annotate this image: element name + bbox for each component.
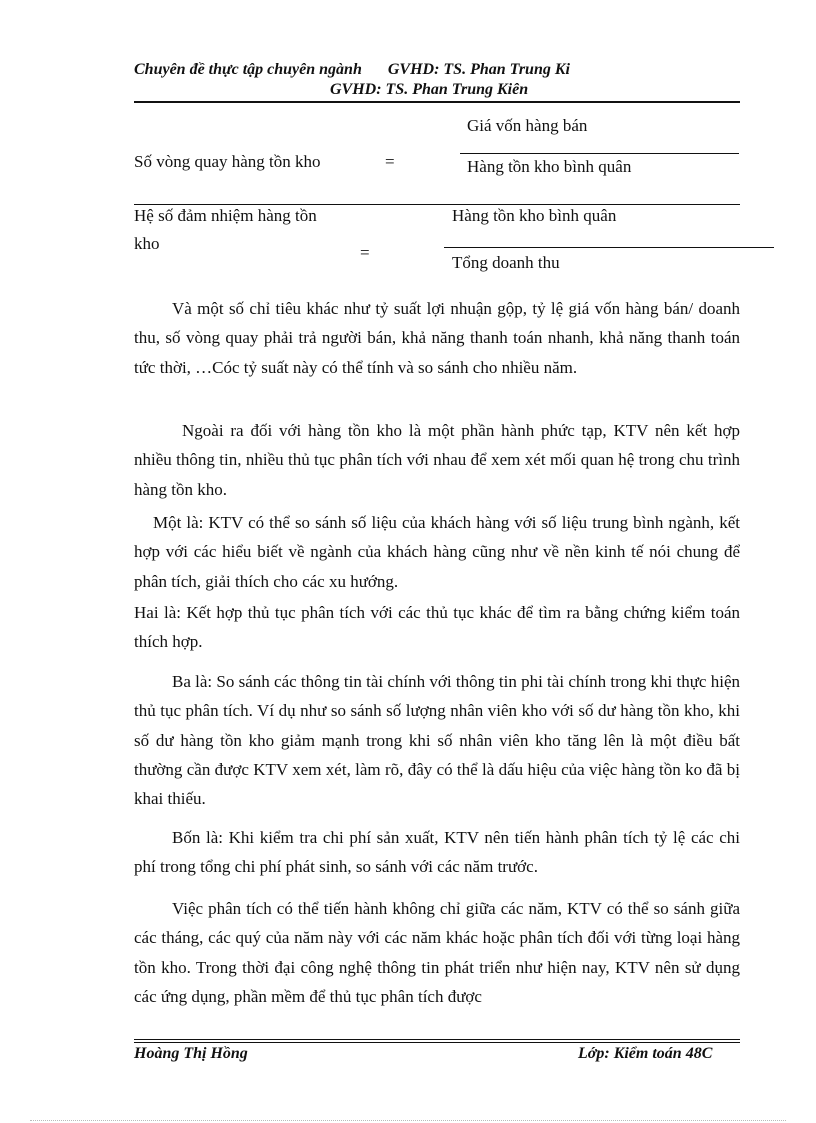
footer-class: Lớp: Kiểm toán 48C: [578, 1045, 713, 1062]
formula-label-line-1: Hệ số đảm nhiệm hàng tồn: [134, 206, 317, 225]
formula-numerator: Hàng tồn kho bình quân: [452, 206, 617, 225]
paragraph-6: Bốn là: Khi kiểm tra chi phí sản xuất, KTV nên tiến hành phân tích tỷ lệ các chi phí trong tổng chi phí phát sinh, so sánh với các năm trước.: [134, 828, 740, 877]
header-line-1: [134, 60, 740, 80]
formula-label: Số vòng quay hàng tồn kho: [134, 152, 321, 171]
header-rule: [134, 101, 740, 103]
equals-sign: =: [360, 243, 370, 262]
formula-label-line-2: kho: [134, 234, 160, 253]
formula-separator: [134, 204, 740, 205]
paragraph-4: Hai là: Kết hợp thủ tục phân tích với các thủ tục khác để tìm ra bằng chứng kiểm toán thích hợp.: [134, 603, 740, 652]
header-line-2: GVHD: TS. Phan Trung Kiên: [330, 81, 529, 98]
paragraph-3: Một là: KTV có thể so sánh số liệu của khách hàng với số liệu trung bình ngành, kết hợp với các hiểu biết về ngành của khách hàng cũng như về nền kinh tế nói chung để phân tích, giải thích cho các xu hướng.: [134, 513, 740, 591]
fraction-line: [460, 153, 739, 154]
formula-denominator: Tổng doanh thu: [452, 253, 560, 272]
footer-rule: [134, 1039, 740, 1040]
page-header: [134, 60, 740, 100]
paragraph-2: Ngoài ra đối với hàng tồn kho là một phần hành phức tạp, KTV nên kết hợp nhiều thông tin, nhiều thủ tục phân tích với nhau để xem xét mối quan hệ trong chu trình hàng tồn kho.: [134, 421, 740, 499]
paragraph-7: Việc phân tích có thể tiến hành không chỉ giữa các năm, KTV có thể so sánh giữa các tháng, các quý của năm này với các năm khác hoặc phân tích đối với từng loại hàng tồn kho. Trong thời đại công nghệ thông tin phát triển như hiện nay, KTV nên sử dụng các ứng dụng, phần mềm để thủ tục phân tích được: [134, 899, 740, 1006]
page-bottom-border: [30, 1120, 786, 1121]
equals-sign: =: [385, 152, 395, 171]
paragraph-5: Ba là: So sánh các thông tin tài chính với thông tin phi tài chính trong khi thực hiện thủ tục phân tích. Ví dụ như so sánh số lượng nhân viên kho với số dư hàng tồn kho, khi số dư hàng tồn kho giảm mạnh trong khi số nhân viên kho tăng lên là một điều bất thường cần được KTV xem xét, làm rõ, đây có thể là dấu hiệu của việc hàng tồn ko đã bị khai thiếu.: [134, 672, 740, 809]
footer-author: Hoàng Thị Hồng: [134, 1045, 248, 1062]
footer-rule: [134, 1042, 740, 1043]
fraction-line: [444, 247, 774, 248]
formula-denominator: Hàng tồn kho bình quân: [467, 157, 632, 176]
header-topic: Chuyên đề thực tập chuyên ngành: [134, 61, 362, 78]
formula-numerator: Giá vốn hàng bán: [467, 116, 588, 135]
paragraph-1: Và một số chỉ tiêu khác như tỷ suất lợi nhuận gộp, tỷ lệ giá vốn hàng bán/ doanh thu, số vòng quay phải trả người bán, khả năng thanh toán nhanh, khả năng thanh toán tức thời, …Cóc tỷ suất này có thể tính và so sánh cho nhiều năm.: [134, 299, 740, 377]
header-supervisor: GVHD: TS. Phan Trung Ki: [387, 61, 570, 78]
